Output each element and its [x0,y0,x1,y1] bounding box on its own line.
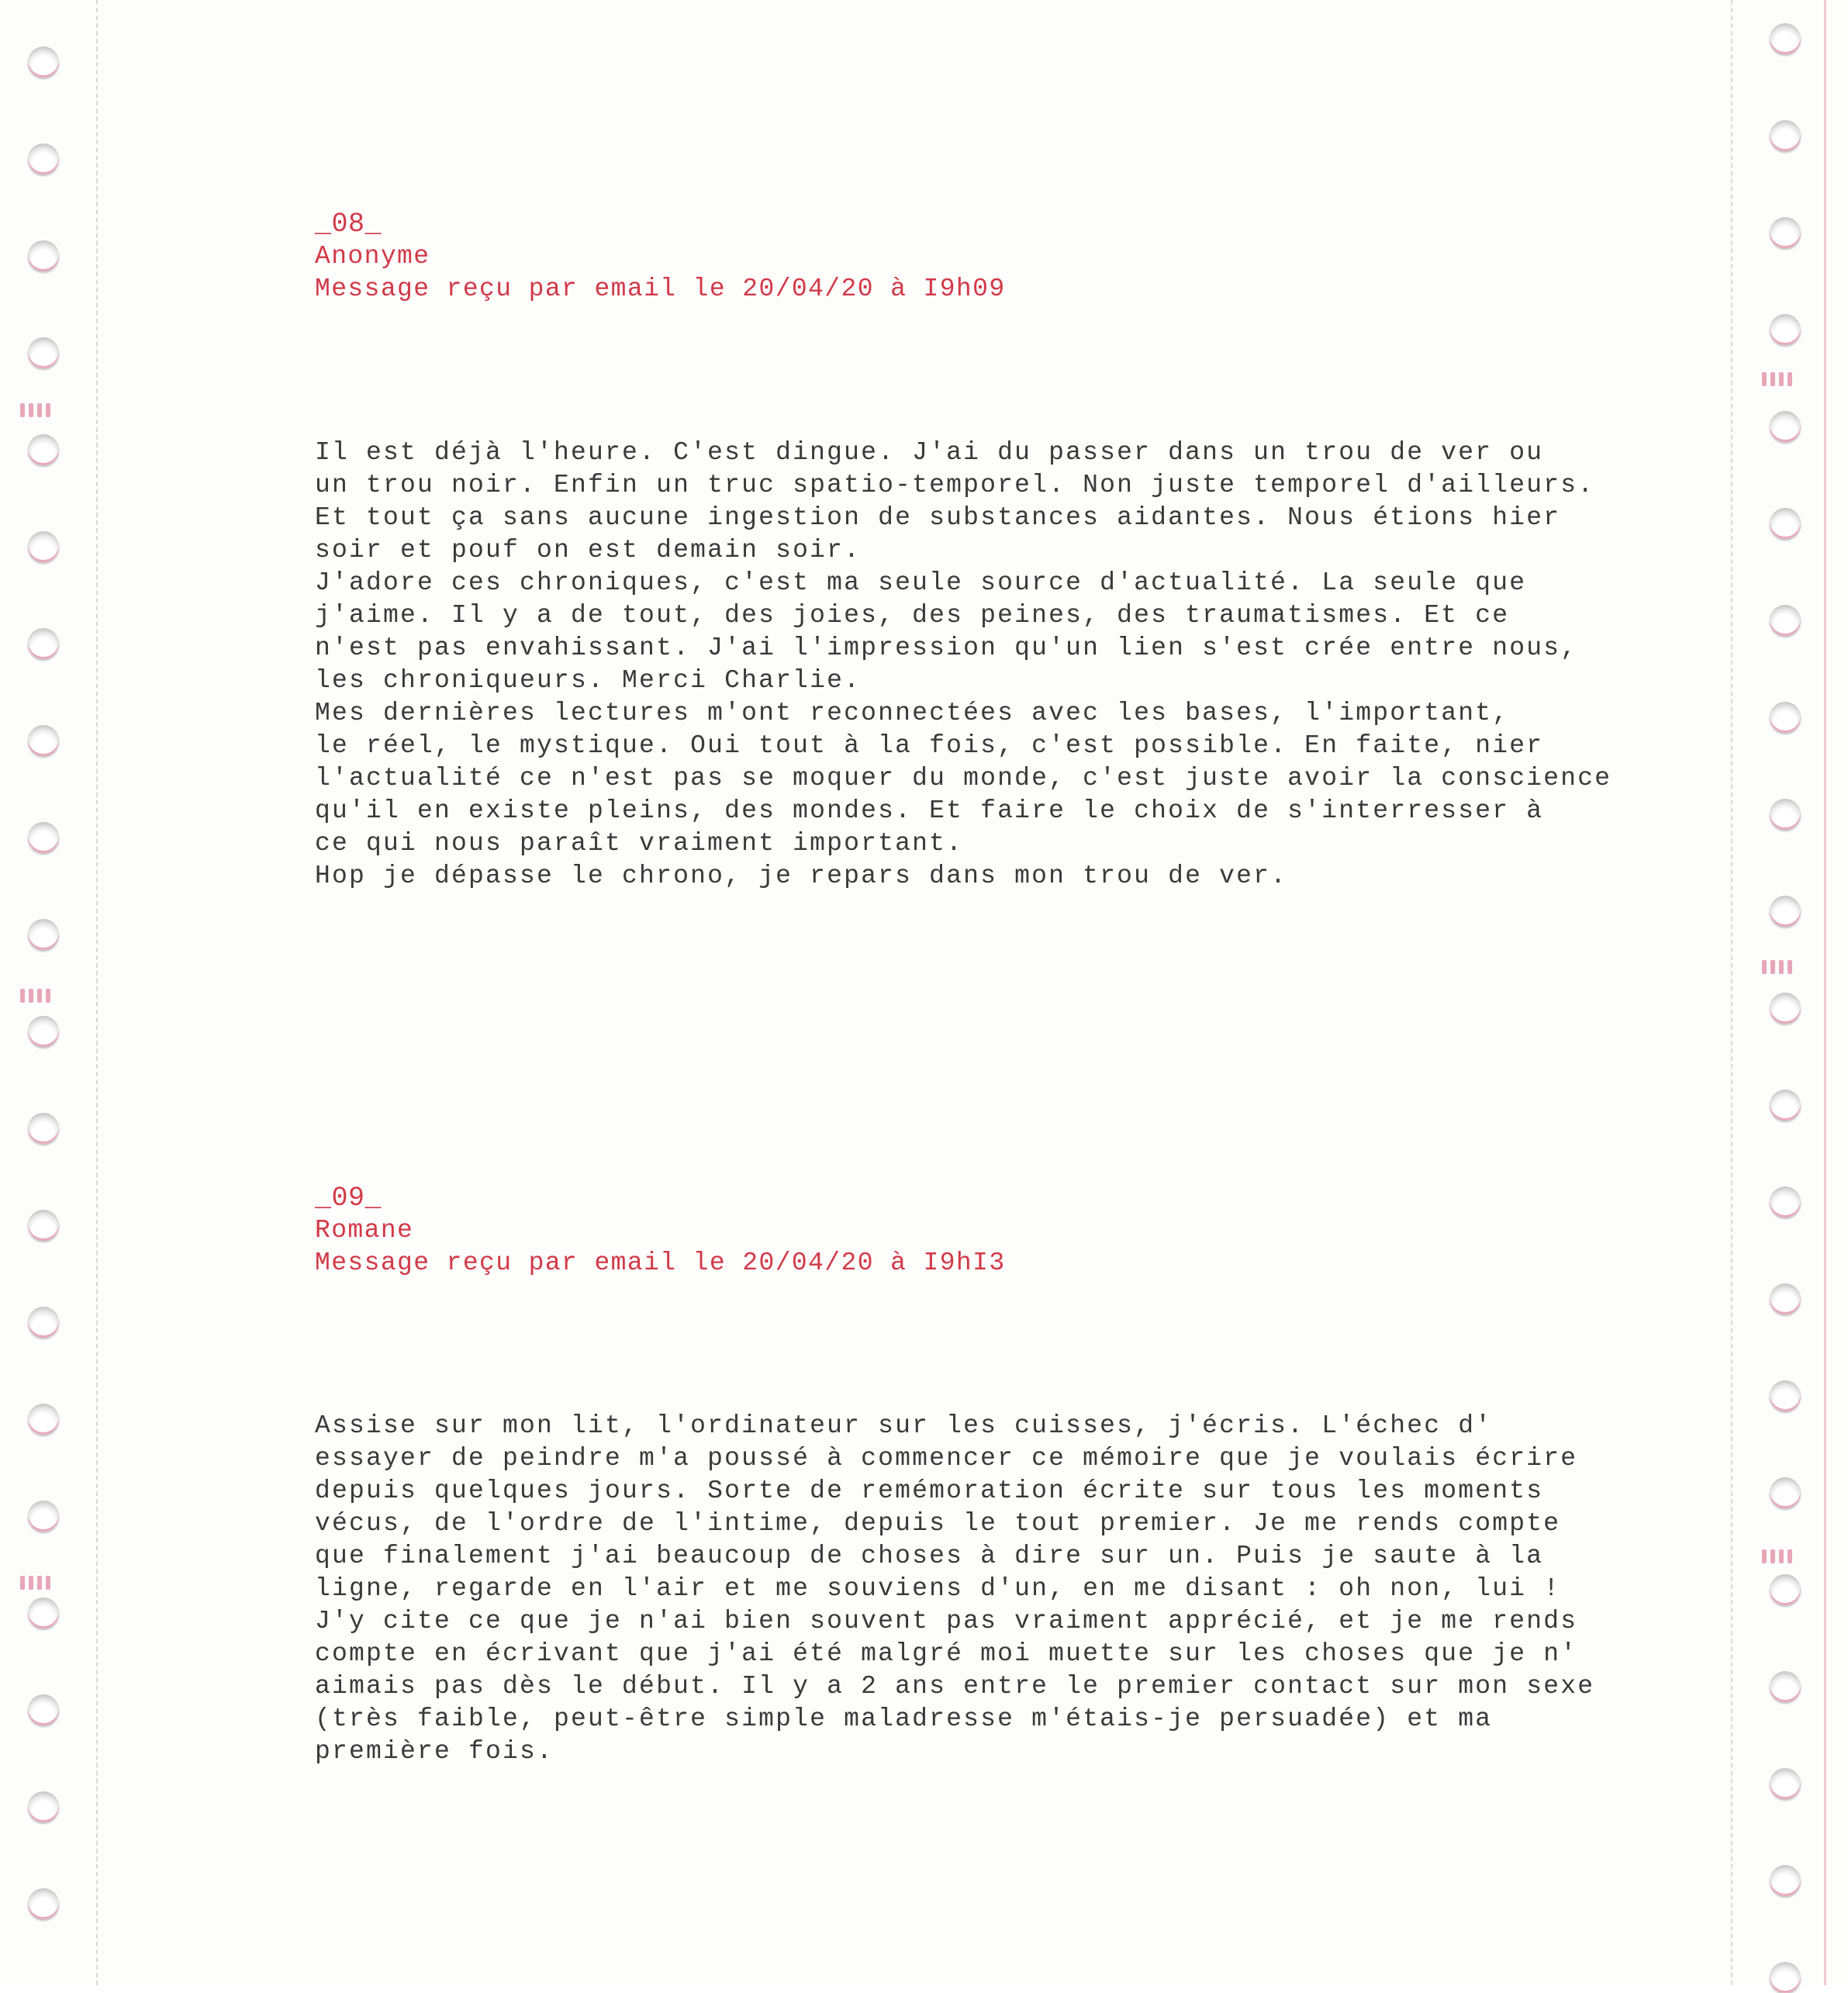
entry-header-08 [315,208,1006,306]
perforation-hole [1770,799,1801,830]
body-line: depuis quelques jours. Sorte de remémoration écrite sur tous les moments [315,1477,1544,1505]
body-line: essayer de peindre m'a poussé à commencer ce mémoire que je voulais écrire [315,1444,1578,1473]
entry-received-meta: Message reçu par email le 20/04/20 à I9h09 [315,275,1006,303]
entry-body-09 [315,1410,1594,1768]
body-line: ce qui nous paraît vraiment important. [315,829,964,858]
body-line: n'est pas envahissant. J'ai l'impression qu'un lien s'est crée entre nous, [315,634,1578,662]
paper-edge-line [1824,0,1826,1985]
left-perforation-line [96,0,98,1985]
perforation-ticks [1762,1549,1792,1563]
body-line: Il est déjà l'heure. C'est dingue. J'ai du passer dans un trou de ver ou [315,438,1544,467]
perforation-hole [1770,1380,1801,1411]
perforation-hole [1770,1865,1801,1896]
perforation-hole [1770,1090,1801,1121]
perforation-hole [1770,605,1801,636]
body-line: que finalement j'ai beaucoup de choses à dire sur un. Puis je saute à la [315,1542,1544,1570]
body-line: vécus, de l'ordre de l'intime, depuis le tout premier. Je me rends compte [315,1509,1561,1538]
perforation-hole [28,240,59,271]
perforation-hole [1770,1574,1801,1605]
perforation-hole [28,1888,59,1919]
body-line: première fois. [315,1737,554,1766]
perforation-hole [28,628,59,659]
body-line: un trou noir. Enfin un truc spatio-temporel. Non juste temporel d'ailleurs. [315,471,1595,499]
body-line: Hop je dépasse le chrono, je repars dans mon trou de ver. [315,862,1288,890]
body-line: les chroniqueurs. Merci Charlie. [315,666,862,695]
perforation-hole [28,1598,59,1629]
perforation-hole [28,822,59,853]
body-line: ligne, regarde en l'air et me souviens d'un, en me disant : oh non, lui ! [315,1574,1561,1603]
body-line: (très faible, peut-être simple maladresse m'étais-je persuadée) et ma [315,1705,1493,1733]
perforation-hole [28,1791,59,1822]
perforation-hole [1770,1962,1801,1993]
perforation-hole [1770,896,1801,927]
perforation-hole [28,337,59,368]
perforation-hole [1770,702,1801,733]
body-line: j'aime. Il y a de tout, des joies, des peines, des traumatismes. Et ce [315,601,1510,630]
body-line: compte en écrivant que j'ai été malgré moi muette sur les choses que je n' [315,1639,1578,1668]
perforation-hole [1770,508,1801,539]
body-line: soir et pouf on est demain soir. [315,536,862,565]
entry-body-08 [315,437,1611,893]
perforation-ticks [1762,960,1792,974]
perforation-hole [28,1501,59,1532]
entry-author: Anonyme [315,242,430,271]
perforation-ticks [20,403,50,417]
perforation-hole [28,919,59,950]
entry-received-meta: Message reçu par email le 20/04/20 à I9hI3 [315,1249,1006,1277]
entry-author: Romane [315,1216,414,1245]
perforation-hole [28,47,59,78]
body-line: Mes dernières lectures m'ont reconnectées avec les bases, l'important, [315,699,1510,727]
perforation-hole [28,1016,59,1047]
perforation-hole [1770,1186,1801,1218]
perforation-hole [28,531,59,562]
entry-number: _08_ [315,209,382,240]
body-line: le réel, le mystique. Oui tout à la fois, c'est possible. En faite, nier [315,731,1544,760]
body-line: J'y cite ce que je n'ai bien souvent pas vraiment apprécié, et je me rends [315,1607,1578,1636]
perforation-hole [28,434,59,465]
body-line: Et tout ça sans aucune ingestion de substances aidantes. Nous étions hier [315,503,1561,532]
entry-number: _09_ [315,1183,382,1214]
perforation-hole [28,1307,59,1338]
body-line: l'actualité ce n'est pas se moquer du monde, c'est juste avoir la conscience [315,764,1612,793]
perforation-hole [1770,23,1801,54]
right-perforation-line [1731,0,1732,1985]
perforation-hole [28,1210,59,1241]
perforation-hole [28,725,59,756]
body-line: J'adore ces chroniques, c'est ma seule source d'actualité. La seule que [315,568,1527,597]
perforation-ticks [20,989,50,1003]
perforation-hole [1770,1283,1801,1314]
perforation-hole [1770,120,1801,151]
perforation-hole [1770,314,1801,345]
entry-header-09 [315,1182,1006,1280]
perforation-hole [28,1404,59,1435]
body-line: qu'il en existe pleins, des mondes. Et faire le choix de s'interresser à [315,796,1544,825]
body-line: Assise sur mon lit, l'ordinateur sur les cuisses, j'écris. L'échec d' [315,1411,1493,1440]
perforation-hole [1770,993,1801,1024]
perforation-hole [28,1694,59,1725]
perforation-hole [1770,411,1801,442]
perforation-hole [1770,1768,1801,1799]
perforation-hole [1770,217,1801,248]
perforation-hole [1770,1477,1801,1508]
perforation-ticks [20,1576,50,1590]
perforation-hole [1770,1671,1801,1702]
perforation-ticks [1762,372,1792,386]
perforation-hole [28,143,59,174]
perforation-hole [28,1113,59,1144]
body-line: aimais pas dès le début. Il y a 2 ans entre le premier contact sur mon sexe [315,1672,1595,1701]
